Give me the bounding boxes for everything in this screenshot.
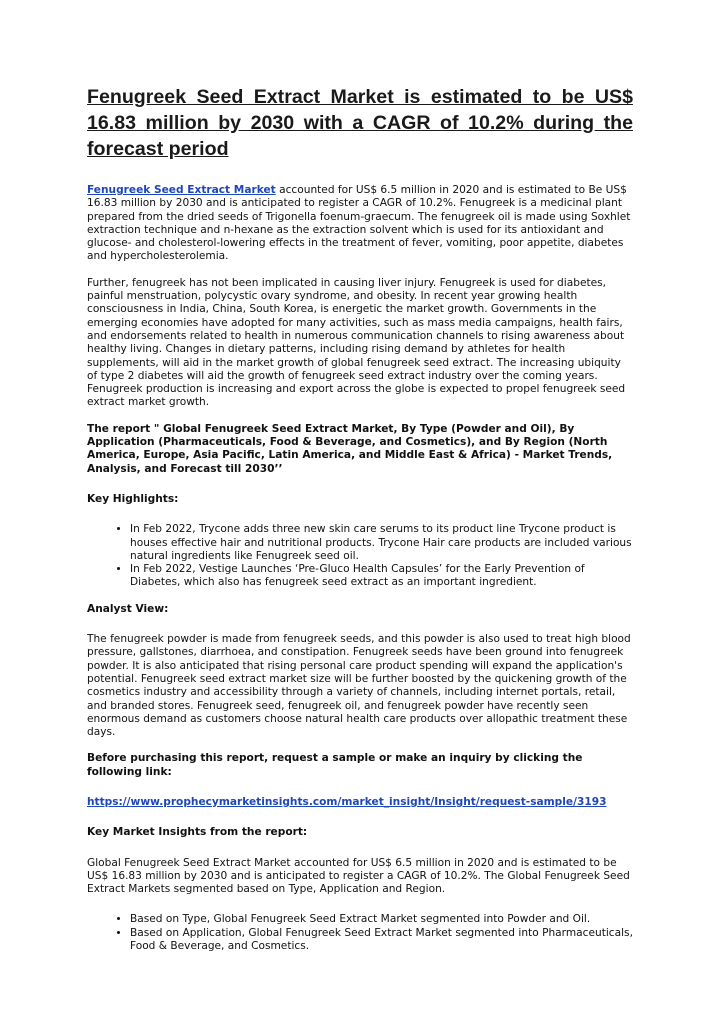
request-sample-link[interactable]: https://www.prophecymarketinsights.com/market_insight/Insight/request-sample/3193 (87, 795, 607, 808)
insights-paragraph: Global Fenugreek Seed Extract Market accounted for US$ 6.5 million in 2020 and is estimated to be US$ 16.83 million by 2030 and is anticipated to register a CAGR of 10.2%. The Global Fenugreek Seed Extract Markets segmented based on Type, Application and Region. (87, 856, 630, 896)
insights-heading: Key Market Insights from the report: (87, 826, 308, 839)
list-item: • In Feb 2022, Vestige Launches ‘Pre-Gluco Health Capsules’ for the Early Prevention of Diabetes, which also has fenugreek seed extract as an important ingredient. (130, 563, 633, 590)
market-link[interactable]: Fenugreek Seed Extract Market (87, 184, 276, 196)
key-highlights-list (87, 523, 633, 589)
list-item: • Based on Application, Global Fenugreek Seed Extract Market segmented into Pharmaceuticals, Food & Beverage, and Cosmetics. (130, 927, 633, 954)
intro-text: accounted for US$ 6.5 million in 2020 and is estimated to Be US$ 16.83 million by 2030 and is anticipated to register a CAGR of 10.2%. Fenugreek is a medicinal plant prepared from the dried seeds of Trigonella foenum-graecum. The fenugreek oil is made using Soxhlet extraction technique and n-hexane as the extraction solvent which is used for its antioxidant and glucose- and cholesterol-lowering effects in the treatment of fever, vomiting, poor appetite, diabetes and hypercholesterolemia. (87, 184, 631, 263)
analyst-view-heading: Analyst View: (87, 602, 169, 615)
key-highlights-heading: Key Highlights: (87, 492, 179, 505)
growth-paragraph: Further, fenugreek has not been implicated in causing liver injury. Fenugreek is used for diabetes, painful menstruation, polycystic ovary syndrome, and obesity. In recent year growing health consciousness in India, China, South Korea, is energetic the market growth. Governments in the emerging economies have adopted for many activities, such as mass media campaigns, health fairs, and endorsements related to health in numerous communication channels to rising awareness about healthy living. Changes in dietary patterns, including rising demand by athletes for health supplements, will aid in the market growth of global fenugreek seed extract. The increasing ubiquity of type 2 diabetes will aid the growth of fenugreek seed extract industry over the coming years. Fenugreek production is increasing and export across the globe is expected to propel fenugreek seed extract market growth. (87, 276, 626, 409)
insights-list (87, 913, 633, 953)
report-title: The report " Global Fenugreek Seed Extract Market, By Type (Powder and Oil), By Application (Pharmaceuticals, Food & Beverage, and Cosmetics), and By Region (North America, Europe, Asia Pacific, Latin America, and Middle East & Africa) - Market Trends, Analysis, and Forecast till 2030’’ (87, 422, 613, 475)
sample-link-paragraph (87, 796, 633, 809)
page-title: Fenugreek Seed Extract Market is estimated to be US$ 16.83 million by 2030 with a CAGR of 10.2% during the forecast period (87, 86, 633, 160)
analyst-view-paragraph: The fenugreek powder is made from fenugreek seeds, and this powder is also used to treat high blood pressure, gallstones, diarrhoea, and constipation. Fenugreek seeds have been ground into fenugreek powder. It is also anticipated that rising personal care product spending will expand the application's potential. Fenugreek seed extract market size will be further boosted by the quickening growth of the cosmetics industry and accessibility through a variety of channels, including internet portals, retail, and branded stores. Fenugreek seed, fenugreek oil, and fenugreek powder have recently seen enormous demand as customers choose natural health care products over allopathic treatment these days. (87, 633, 631, 739)
list-item: • In Feb 2022, Trycone adds three new skin care serums to its product line Trycone product is houses effective hair and nutritional products. Trycone Hair care products are included various natural ingredients like Fenugreek seed oil. (130, 523, 633, 563)
list-item: • Based on Type, Global Fenugreek Seed Extract Market segmented into Powder and Oil. (130, 913, 633, 926)
document-page (87, 84, 633, 966)
intro-paragraph (87, 184, 633, 264)
cta-text: Before purchasing this report, request a sample or make an inquiry by clicking the following link: (87, 752, 583, 778)
